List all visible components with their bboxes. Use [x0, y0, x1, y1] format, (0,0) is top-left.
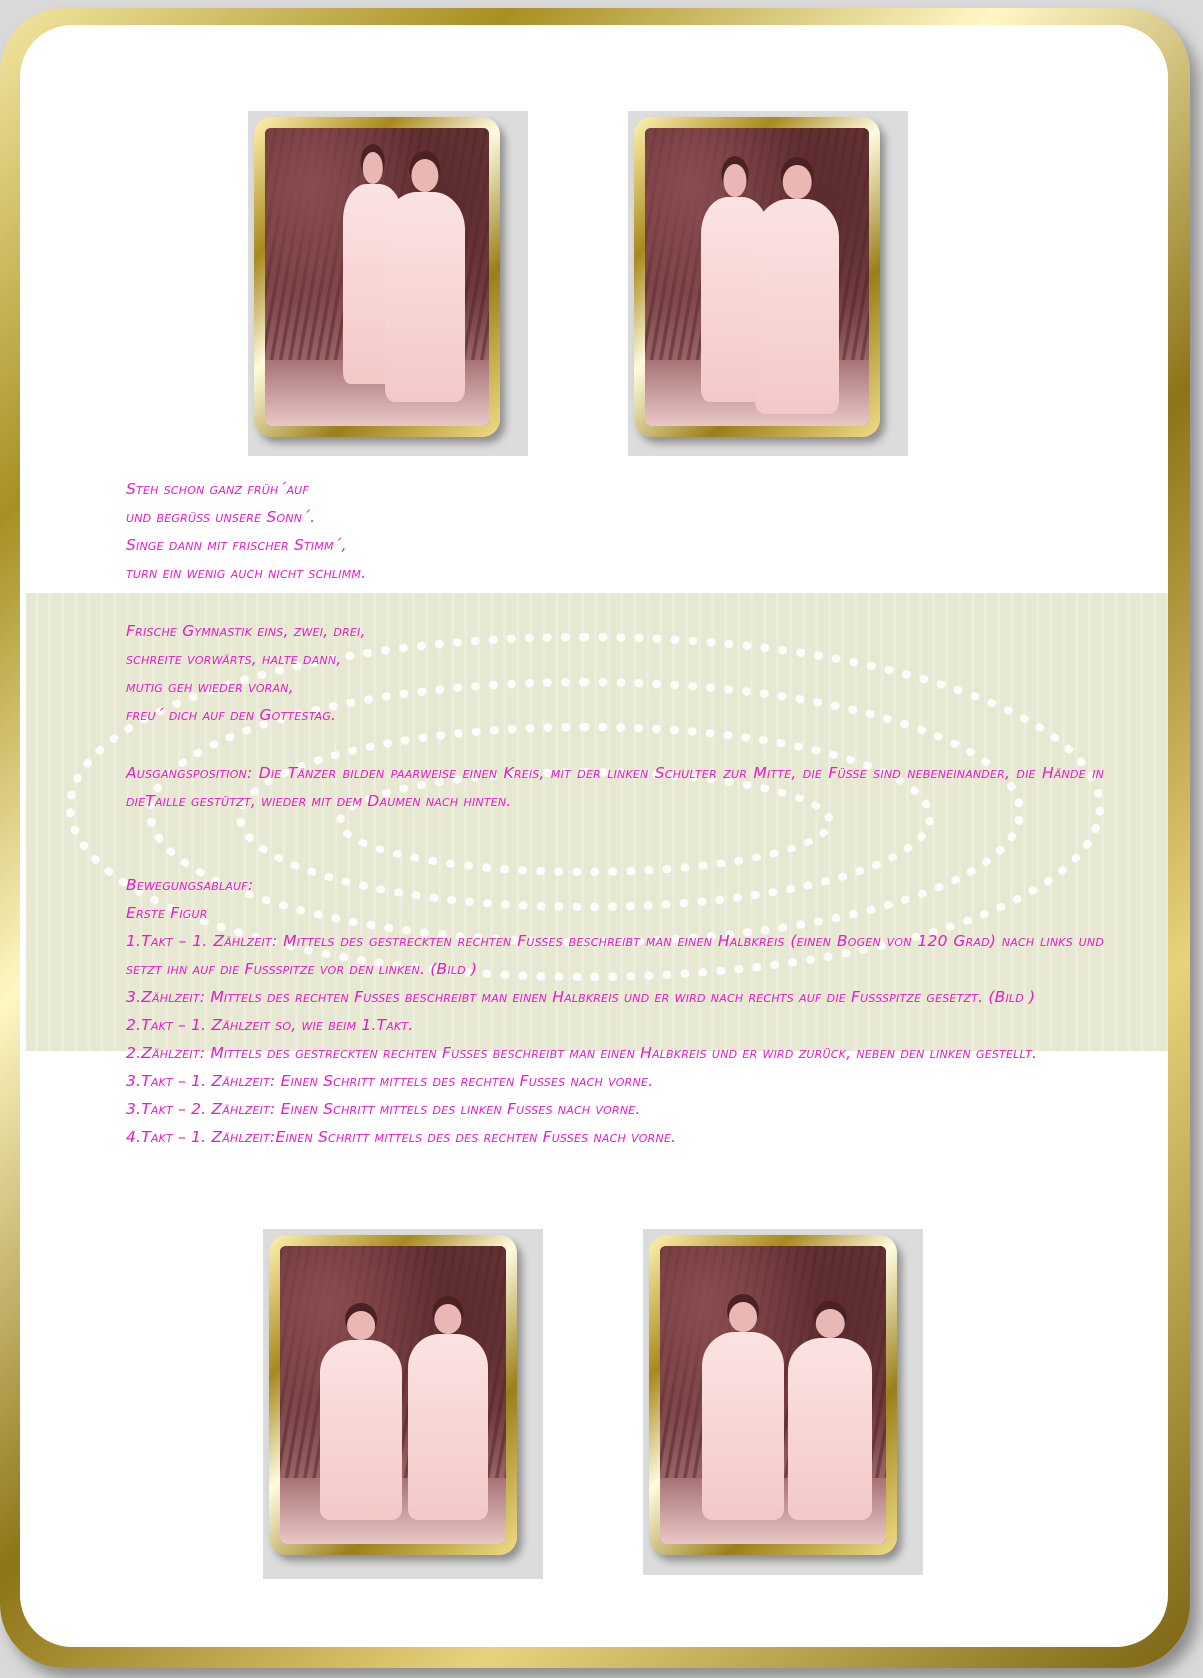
starting-position-text [126, 759, 1104, 815]
text-line: freu´ dich auf den Gottestag. [126, 706, 337, 724]
photo-top-left [248, 111, 528, 456]
photo-top-right [628, 111, 908, 456]
photo-bottom-left [263, 1229, 543, 1579]
poem-stanza-1 [126, 475, 366, 587]
text-line: Singe dann mit frischer Stimm´, [126, 536, 347, 554]
step-item: 4.Takt – 1. Zählzeit:Einen Schritt mittels des des rechten Fusses nach vorne. [126, 1128, 677, 1146]
step-item: 2.Takt – 1. Zählzeit so, wie beim 1.Takt. [126, 1016, 414, 1034]
text-line: und begrüss unsere Sonn´. [126, 508, 316, 526]
page-content [20, 25, 1168, 1647]
text-line: turn ein wenig auch nicht schlimm. [126, 564, 367, 582]
text-line: Frische Gymnastik eins, zwei, drei, [126, 622, 366, 640]
section-heading: Bewegungsablauf: [126, 876, 254, 894]
text-line: Steh schon ganz früh´auf [126, 480, 309, 498]
photo-bottom-right [643, 1229, 923, 1575]
step-item: 3.Zählzeit: Mittels des rechten Fusses beschreibt man einen Halbkreis und er wird nach rechts auf die Fussspitze gesetzt. (Bild ) [126, 988, 1036, 1006]
text-line: schreite vorwärts, halte dann, [126, 650, 342, 668]
step-item: 1.Takt – 1. Zählzeit: Mittels des gestreckten rechten Fusses beschreibt man einen Halbkreis (einen Bogen von 120 Grad) nach links und setzt ihn auf die Fussspitze vor den linken. (Bild ) [126, 932, 1104, 978]
text-line: mutig geh wieder voran, [126, 678, 294, 696]
movement-sequence [126, 871, 1104, 1151]
figure-title: Erste Figur [126, 904, 208, 922]
step-item: 3.Takt – 1. Zählzeit: Einen Schritt mittels des rechten Fusses nach vorne. [126, 1072, 654, 1090]
poem-stanza-2 [126, 617, 366, 729]
page-frame [0, 8, 1190, 1668]
step-item: 2.Zählzeit: Mittels des gestreckten rechten Fusses beschreibt man einen Halbkreis und er wird zurück, neben den linken gestellt. [126, 1044, 1038, 1062]
step-item: 3.Takt – 2. Zählzeit: Einen Schritt mittels des linken Fusses nach vorne. [126, 1100, 641, 1118]
text-line: Ausgangsposition: Die Tänzer bilden paarweise einen Kreis, mit der linken Schulter zur Mitte, die Füsse sind nebeneinander, die Hände in dieTaille gestützt, wieder mit dem Daumen nach hinten. [126, 764, 1104, 810]
